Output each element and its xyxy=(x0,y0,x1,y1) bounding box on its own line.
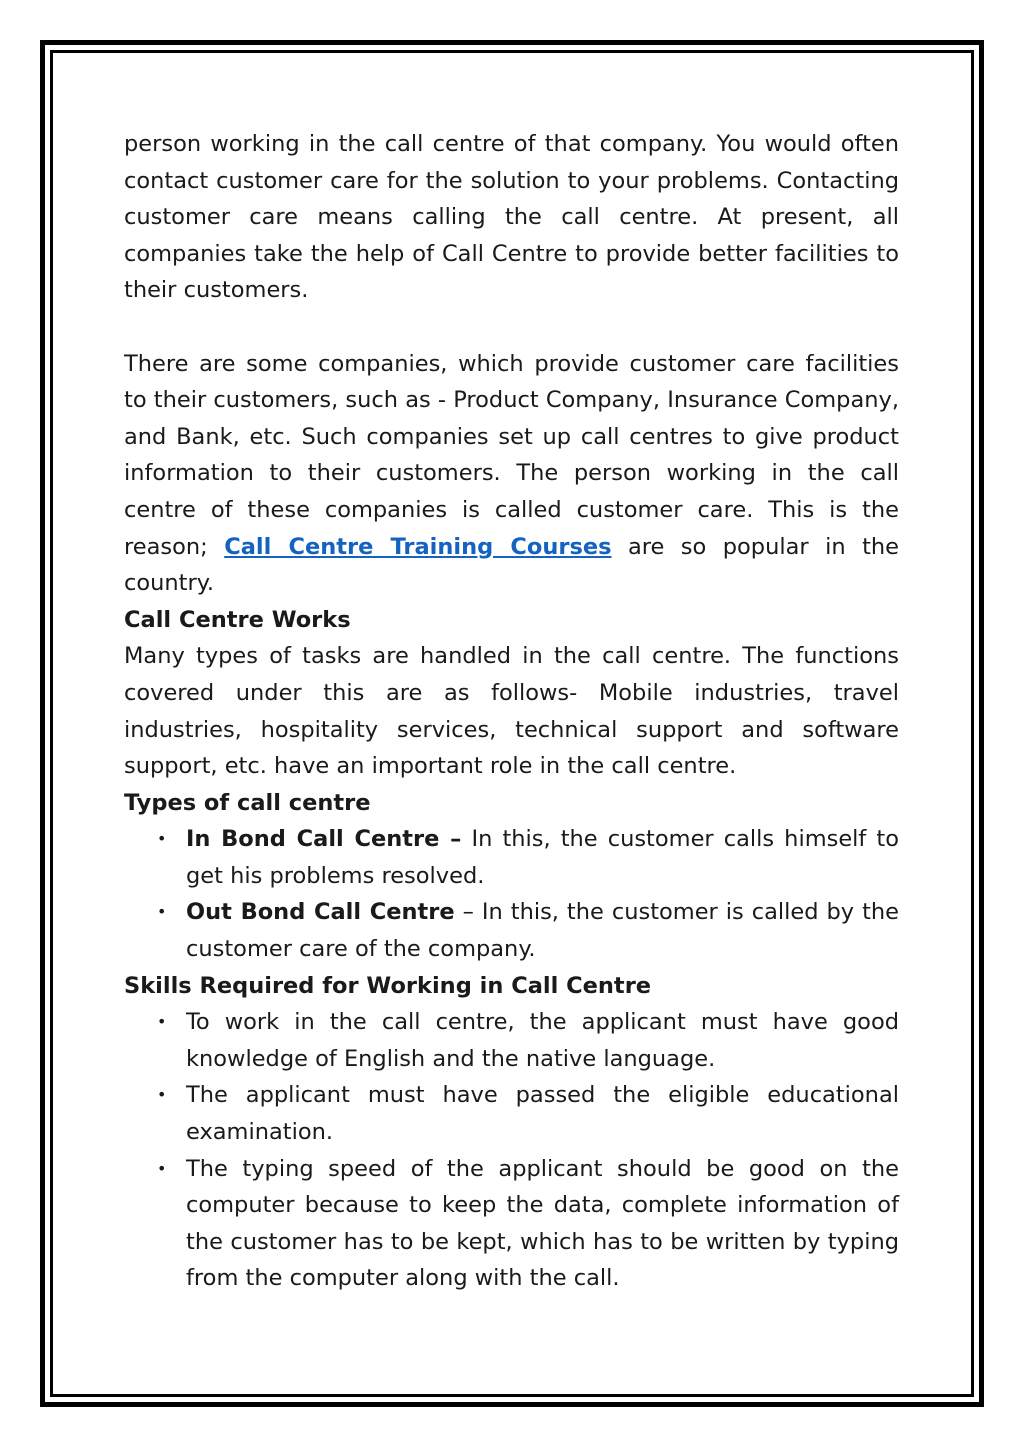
paragraph-companies-text: There are some companies, which provide customer care facilities to their customers, such as - Product Company, Insurance Company, and Bank, etc. Such companies set up call centres to give product information to their customers. The person working in the call centre of these companies is called customer care. This is the reason; xyxy=(124,350,899,560)
paragraph-spacer xyxy=(124,309,899,346)
document-body xyxy=(124,126,899,1297)
skills-list xyxy=(124,1004,899,1297)
list-item xyxy=(124,894,899,967)
list-item-term: In Bond Call Centre – xyxy=(186,826,462,853)
heading-types: Types of call centre xyxy=(124,789,371,816)
bullet-icon: • xyxy=(157,902,167,922)
paragraph-works: Many types of tasks are handled in the call centre. The functions covered under this are as follows- Mobile industries, travel industries, hospitality services, technical support and software support, etc. have an important role in the call centre. xyxy=(124,643,899,780)
types-list xyxy=(124,821,899,967)
bullet-icon: • xyxy=(157,1012,167,1032)
bullet-icon: • xyxy=(157,1158,167,1178)
heading-skills: Skills Required for Working in Call Centre xyxy=(124,972,652,999)
list-item-text: In this, the customer calls himself to get his problems resolved. xyxy=(186,826,900,889)
paragraph-intro: person working in the call centre of that company. You would often contact customer care for the solution to your problems. Contacting customer care means calling the call centre. At present, all companies take the help of Call Centre to provide better facilities to their customers. xyxy=(124,131,899,304)
list-item xyxy=(124,821,899,894)
list-item xyxy=(124,1077,899,1150)
training-courses-link[interactable]: Call Centre Training Courses xyxy=(224,533,612,560)
paragraph-companies xyxy=(124,346,899,602)
list-item xyxy=(124,1151,899,1297)
list-item-term: Out Bond Call Centre xyxy=(186,899,455,926)
list-item-text: The applicant must have passed the eligible educational examination. xyxy=(186,1082,899,1146)
list-item xyxy=(124,1004,899,1077)
list-item-text: The typing speed of the applicant should be good on the computer because to keep the data, complete information of the customer has to be kept, which has to be written by typing from the computer along with the call. xyxy=(186,1155,899,1292)
bullet-icon: • xyxy=(157,829,167,849)
list-item-text: To work in the call centre, the applicant must have good knowledge of English and the native language. xyxy=(186,1009,899,1072)
heading-call-centre-works: Call Centre Works xyxy=(124,606,351,633)
paragraph-companies-tail: are so popular in the country. xyxy=(124,533,900,597)
bullet-icon: • xyxy=(157,1085,167,1105)
list-item-text: – In this, the customer is called by the customer care of the company. xyxy=(186,899,900,963)
